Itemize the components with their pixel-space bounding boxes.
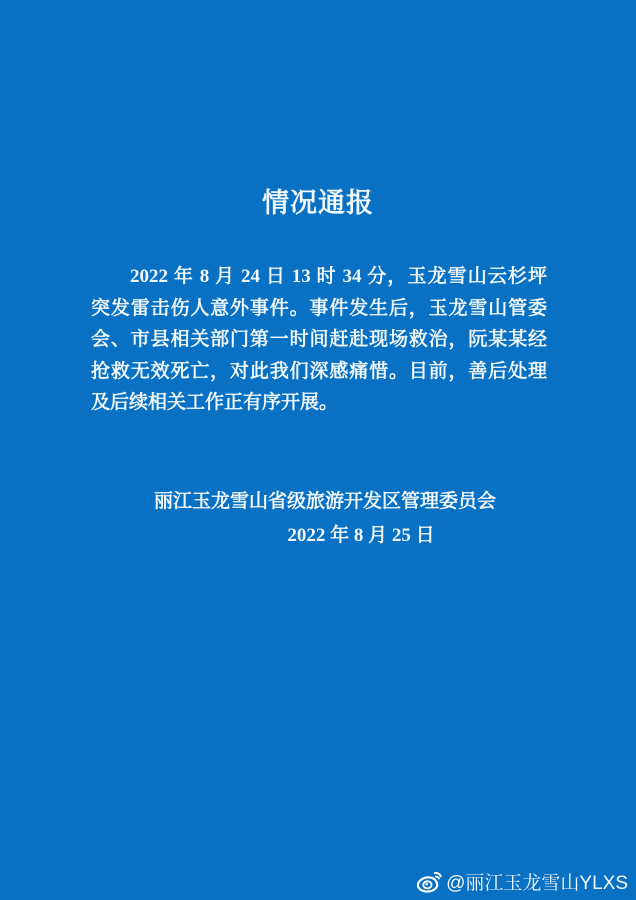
issuer-name: 丽江玉龙雪山省级旅游开发区管理委员会 xyxy=(153,491,496,512)
notice-body xyxy=(91,261,547,419)
notice-body-line-1: 2022 年 8 月 24 日 13 时 34 分，玉龙雪山云杉坪 xyxy=(130,266,547,287)
watermark xyxy=(416,868,628,895)
weibo-icon xyxy=(416,869,443,894)
notice-title: 情况通报 xyxy=(262,188,374,218)
notice-body-line-2: 突发雷击伤人意外事件。事件发生后，玉龙雪山管委 xyxy=(91,297,547,319)
watermark-handle: @丽江玉龙雪山YLXS xyxy=(446,873,628,894)
notice-body-line-5: 及后续相关工作正有序开展。 xyxy=(91,392,339,413)
issue-date: 2022 年 8 月 25 日 xyxy=(287,525,435,546)
notice-body-line-3: 会、市县相关部门第一时间赶赴现场救治，阮某某经 xyxy=(91,329,547,350)
notice-body-line-4: 抢救无效死亡，对此我们深感痛惜。目前，善后处理 xyxy=(91,360,547,382)
